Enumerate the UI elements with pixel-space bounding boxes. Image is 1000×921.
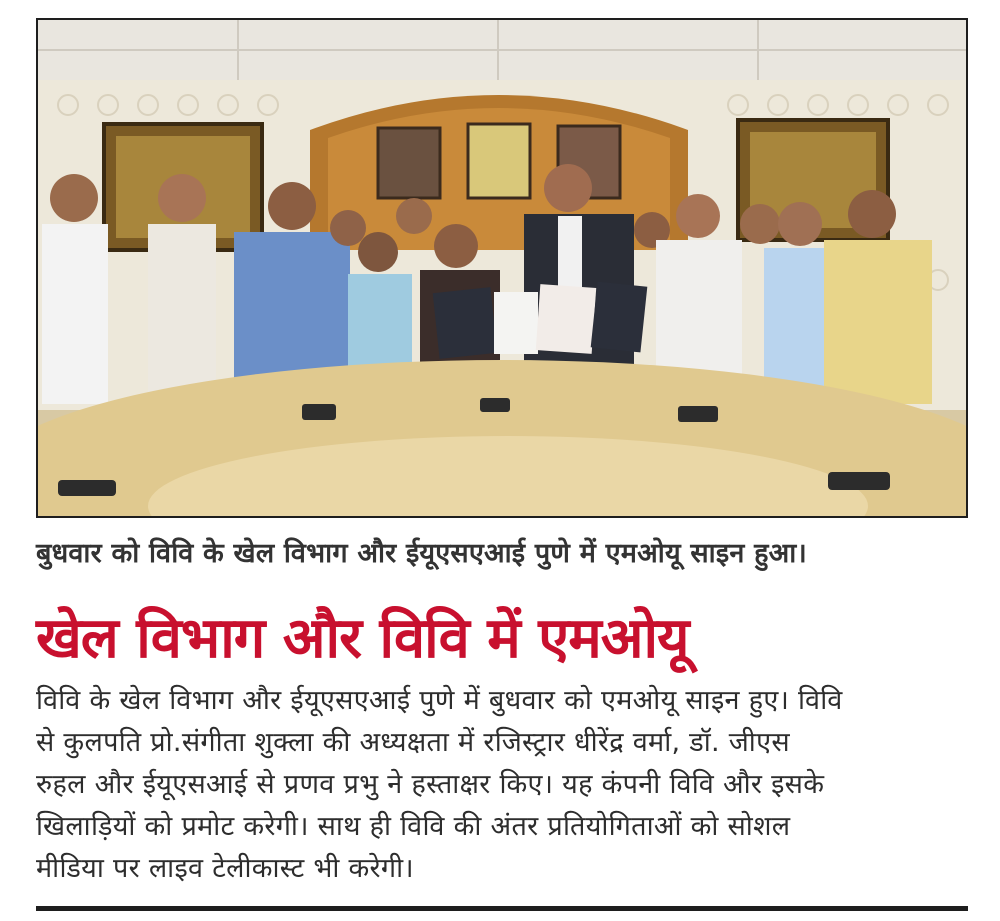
article-body-line: विवि के खेल विभाग और ईयूएसएआई पुणे में बुधवार को एमओयू साइन हुए। विवि bbox=[36, 685, 843, 716]
news-photo bbox=[36, 18, 968, 518]
bottom-divider bbox=[36, 906, 968, 911]
article-body-line: मीडिया पर लाइव टेलीकास्ट भी करेगी। bbox=[36, 853, 414, 884]
photo-caption: बुधवार को विवि के खेल विभाग और ईयूएसएआई पुणे में एमओयू साइन हुआ। bbox=[36, 538, 807, 569]
article-body bbox=[36, 680, 968, 890]
article-body-line: खिलाड़ियों को प्रमोट करेगी। साथ ही विवि की अंतर प्रतियोगिताओं को सोशल bbox=[36, 811, 791, 842]
news-photo-illustration bbox=[38, 20, 966, 516]
headline: खेल विभाग और विवि में एमओयू bbox=[36, 606, 689, 671]
article-body-line: रुहल और ईयूएसआई से प्रणव प्रभु ने हस्ताक्षर किए। यह कंपनी विवि और इसके bbox=[36, 769, 825, 800]
article-body-line: से कुलपति प्रो.संगीता शुक्ला की अध्यक्षता में रजिस्ट्रार धीरेंद्र वर्मा, डॉ. जीएस bbox=[36, 727, 790, 758]
